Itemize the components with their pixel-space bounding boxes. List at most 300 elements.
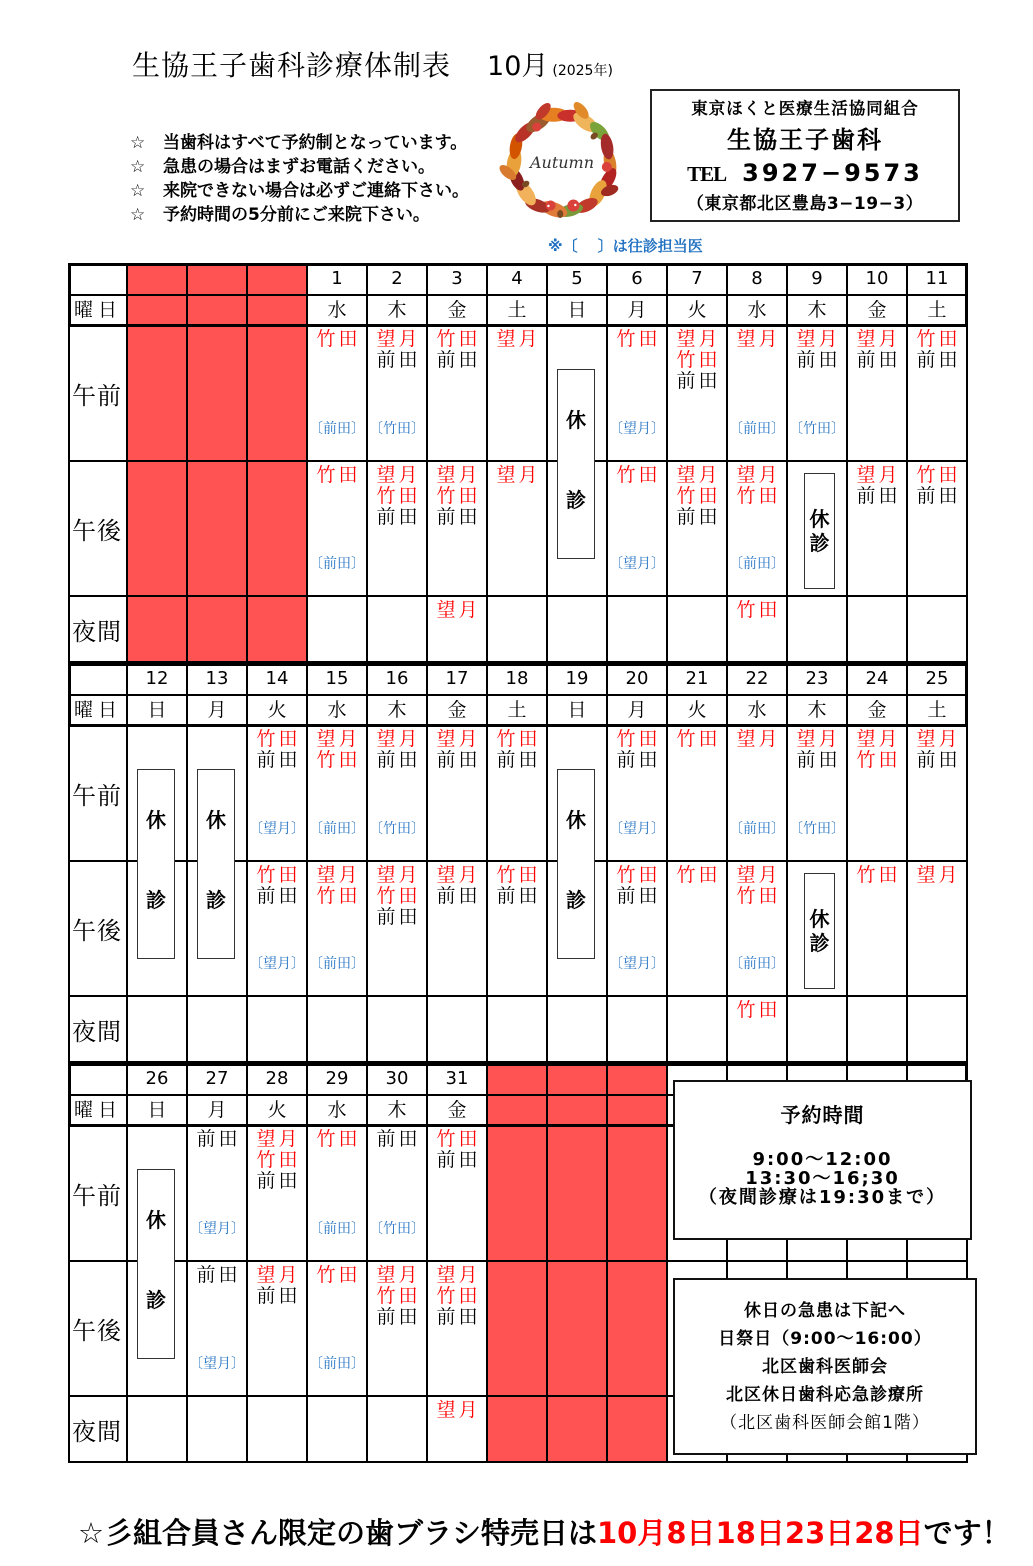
doctor-name: 竹田: [676, 349, 721, 371]
doctor-name: 望月: [316, 864, 361, 886]
night-cell: [428, 597, 488, 663]
blocked-cell: [548, 1063, 608, 1096]
row-label-empty: [70, 1063, 128, 1096]
dow-cell: 金: [428, 696, 488, 726]
clinic-info-box: [650, 89, 960, 222]
doctor-name: 望月: [376, 464, 421, 486]
doctor-name: 前田: [376, 749, 421, 771]
doctor-name: 竹田: [436, 1128, 481, 1150]
date-cell: 24: [848, 663, 908, 696]
house-call-doctor: 〔前田〕: [309, 1356, 365, 1372]
house-call-doctor: 〔前田〕: [729, 556, 785, 572]
blocked-cell: [128, 296, 188, 326]
date-cell: 18: [488, 663, 548, 696]
date-cell: 27: [188, 1063, 248, 1096]
night-cell: [848, 597, 908, 663]
doctor-name: 望月: [736, 328, 781, 350]
doctor-name: 前田: [616, 885, 661, 907]
house-call-doctor: 〔竹田〕: [789, 821, 845, 837]
dow-cell: 土: [908, 296, 968, 326]
doctor-name: 竹田: [256, 728, 301, 750]
doctor-name: 前田: [856, 349, 901, 371]
notice-item: [130, 131, 469, 155]
pm-cell: [488, 862, 548, 997]
am-cell: [608, 726, 668, 862]
dow-cell: 火: [668, 696, 728, 726]
closed-day-box: [557, 769, 595, 959]
house-call-doctor: 〔前田〕: [309, 1221, 365, 1237]
organization-name: 東京ほくと医療生活協同組合: [691, 99, 919, 118]
doctor-name: 望月: [436, 464, 481, 486]
night-cell: [608, 597, 668, 663]
doctor-name: 望月: [676, 328, 721, 350]
am-cell: [368, 726, 428, 862]
pm-cell: [368, 462, 428, 597]
doctor-name: 望月: [676, 464, 721, 486]
holiday-emergency-line: 北区歯科医師会: [762, 1357, 888, 1377]
am-cell: [788, 726, 848, 862]
am-cell: [248, 726, 308, 862]
doctor-name: 前田: [796, 349, 841, 371]
doctor-name: 前田: [256, 1285, 301, 1307]
week-block: [68, 663, 968, 1063]
blocked-cell: [488, 1262, 548, 1397]
doctor-name: 前田: [436, 506, 481, 528]
pm-cell: [728, 862, 788, 997]
night-cell: [668, 997, 728, 1063]
notice-text: 急患の場合はまずお電話ください。: [163, 157, 435, 177]
doctor-name: 竹田: [916, 464, 961, 486]
date-cell: 14: [248, 663, 308, 696]
dow-cell: 月: [608, 296, 668, 326]
doctor-name: 望月: [736, 464, 781, 486]
wreath-label: Autumn: [529, 153, 595, 172]
date-cell: 11: [908, 263, 968, 296]
promo-suffix: です！: [923, 1516, 1011, 1550]
row-label-weekday: 曜日: [70, 1096, 128, 1126]
night-cell: [188, 1397, 248, 1463]
dow-cell: 木: [788, 696, 848, 726]
am-cell: [428, 326, 488, 462]
blocked-cell: [128, 597, 188, 663]
holiday-emergency-line: （北区歯科医師会館1階）: [720, 1413, 930, 1433]
week-block: [68, 263, 968, 663]
closed-label-char: 診: [146, 1288, 166, 1312]
house-call-doctor: 〔望月〕: [609, 956, 665, 972]
blocked-cell: [548, 1096, 608, 1126]
pm-cell: [608, 462, 668, 597]
promo-sale-dates: 10月8日18日23日28日: [597, 1516, 924, 1550]
blocked-cell: [188, 263, 248, 296]
dow-cell: 火: [248, 1096, 308, 1126]
doctor-name: 竹田: [736, 485, 781, 507]
house-call-doctor: 〔竹田〕: [369, 821, 425, 837]
doctor-name: 望月: [436, 728, 481, 750]
doctor-name: 竹田: [916, 328, 961, 350]
doctor-name: 前田: [436, 885, 481, 907]
night-cell: [908, 997, 968, 1063]
date-cell: 1: [308, 263, 368, 296]
am-cell: [308, 1126, 368, 1262]
dow-cell: 金: [428, 296, 488, 326]
am-cell: [188, 1126, 248, 1262]
night-cell: [308, 997, 368, 1063]
closed-label-char: 休: [809, 507, 830, 531]
doctor-name: 竹田: [316, 1264, 361, 1286]
pm-cell: [908, 462, 968, 597]
promo-prefix: ☆彡組合員さん限定の歯ブラシ特売日は: [78, 1516, 597, 1550]
row-label-empty: [70, 663, 128, 696]
row-label-am: 午前: [70, 326, 128, 462]
blocked-cell: [488, 1096, 548, 1126]
am-cell: [488, 726, 548, 862]
pm-cell: [188, 1262, 248, 1397]
pm-cell: [908, 862, 968, 997]
am-cell: [848, 326, 908, 462]
house-call-doctor: 〔竹田〕: [789, 421, 845, 437]
doctor-name: 望月: [436, 864, 481, 886]
clinic-address: （東京都北区豊島3−19−3）: [686, 194, 924, 214]
doctor-name: 前田: [256, 885, 301, 907]
night-cell: [908, 597, 968, 663]
doctor-name: 前田: [916, 349, 961, 371]
blocked-cell: [188, 597, 248, 663]
doctor-name: 前田: [196, 1264, 241, 1286]
night-cell: [488, 597, 548, 663]
autumn-wreath-image: [495, 95, 630, 230]
doctor-name: 望月: [436, 599, 481, 621]
blocked-cell: [548, 1126, 608, 1262]
dow-cell: 日: [548, 696, 608, 726]
night-cell: [728, 597, 788, 663]
doctor-name: 竹田: [316, 464, 361, 486]
doctor-name: 前田: [436, 1306, 481, 1328]
date-cell: 16: [368, 663, 428, 696]
dow-cell: 月: [608, 696, 668, 726]
blocked-cell: [248, 597, 308, 663]
notice-text: 来院できない場合は必ずご連絡下さい。: [163, 181, 469, 201]
night-cell: [788, 997, 848, 1063]
closed-day-box: [804, 473, 835, 589]
holiday-emergency-line: 北区休日歯科応急診療所: [726, 1385, 924, 1405]
pm-cell: [608, 862, 668, 997]
dow-cell: 木: [788, 296, 848, 326]
am-cell: [428, 726, 488, 862]
doctor-name: 前田: [376, 906, 421, 928]
year-label: (2025年): [552, 63, 613, 79]
blocked-cell: [608, 1262, 668, 1397]
row-label-am: 午前: [70, 1126, 128, 1262]
dow-cell: 水: [308, 296, 368, 326]
doctor-name: 望月: [736, 864, 781, 886]
house-call-doctor: 〔望月〕: [249, 821, 305, 837]
night-cell: [368, 597, 428, 663]
date-cell: 6: [608, 263, 668, 296]
phone-number: 3927−9573: [742, 159, 923, 187]
dow-cell: 火: [248, 696, 308, 726]
doctor-name: 竹田: [676, 728, 721, 750]
night-cell: [368, 997, 428, 1063]
blocked-cell: [608, 1397, 668, 1463]
blocked-cell: [188, 296, 248, 326]
date-cell: 2: [368, 263, 428, 296]
am-cell: [788, 326, 848, 462]
doctor-name: 前田: [916, 749, 961, 771]
night-cell: [128, 997, 188, 1063]
closed-label-char: 休: [809, 907, 830, 931]
house-call-doctor: 〔前田〕: [309, 821, 365, 837]
blocked-cell: [548, 1262, 608, 1397]
doctor-name: 望月: [796, 728, 841, 750]
doctor-name: 竹田: [376, 1285, 421, 1307]
house-call-doctor: 〔望月〕: [189, 1356, 245, 1372]
house-call-legend: ※〔 〕は往診担当医: [548, 237, 703, 255]
house-call-doctor: 〔前田〕: [309, 956, 365, 972]
blocked-cell: [248, 326, 308, 462]
am-cell: [728, 326, 788, 462]
row-label-weekday: 曜日: [70, 296, 128, 326]
date-cell: 7: [668, 263, 728, 296]
night-cell: [548, 597, 608, 663]
dow-cell: 金: [428, 1096, 488, 1126]
month-label: 10月: [487, 51, 549, 82]
am-cell: [668, 726, 728, 862]
row-label-pm: 午後: [70, 1262, 128, 1397]
closed-label-char: 診: [206, 888, 226, 912]
pm-cell: [668, 462, 728, 597]
house-call-doctor: 〔望月〕: [609, 556, 665, 572]
doctor-name: 望月: [316, 728, 361, 750]
dow-cell: 木: [368, 1096, 428, 1126]
doctor-name: 望月: [796, 328, 841, 350]
date-cell: 9: [788, 263, 848, 296]
am-cell: [428, 1126, 488, 1262]
blocked-cell: [608, 1126, 668, 1262]
date-cell: 29: [308, 1063, 368, 1096]
night-cell: [488, 997, 548, 1063]
doctor-name: 竹田: [616, 464, 661, 486]
am-cell: [908, 326, 968, 462]
doctor-name: 前田: [436, 1149, 481, 1171]
doctor-name: 竹田: [436, 1285, 481, 1307]
pm-cell: [488, 462, 548, 597]
doctor-name: 竹田: [616, 328, 661, 350]
blocked-cell: [248, 263, 308, 296]
doctor-name: 竹田: [316, 328, 361, 350]
row-label-pm: 午後: [70, 462, 128, 597]
doctor-name: 前田: [376, 1306, 421, 1328]
doctor-name: 竹田: [736, 999, 781, 1021]
night-cell: [608, 997, 668, 1063]
doctor-name: 竹田: [856, 864, 901, 886]
pm-cell: [248, 862, 308, 997]
star-icon: ☆: [130, 157, 146, 177]
am-cell: [608, 326, 668, 462]
row-label-night: 夜間: [70, 997, 128, 1063]
date-cell: 5: [548, 263, 608, 296]
clinic-name: 生協王子歯科: [727, 126, 883, 154]
blocked-cell: [488, 1397, 548, 1463]
doctor-name: 望月: [376, 864, 421, 886]
date-cell: 8: [728, 263, 788, 296]
am-cell: [368, 1126, 428, 1262]
dow-cell: 水: [308, 1096, 368, 1126]
doctor-name: 竹田: [736, 599, 781, 621]
notice-item: [130, 203, 469, 227]
house-call-doctor: 〔望月〕: [249, 956, 305, 972]
am-cell: [728, 726, 788, 862]
doctor-name: 望月: [376, 1264, 421, 1286]
am-cell: [908, 726, 968, 862]
doctor-name: 前田: [496, 885, 541, 907]
date-cell: 30: [368, 1063, 428, 1096]
row-label-weekday: 曜日: [70, 696, 128, 726]
blocked-cell: [128, 326, 188, 462]
dow-cell: 土: [488, 296, 548, 326]
doctor-name: 前田: [436, 749, 481, 771]
date-cell: 22: [728, 663, 788, 696]
dow-cell: 月: [188, 1096, 248, 1126]
appointment-hours-box: [673, 1080, 972, 1240]
night-cell: [248, 997, 308, 1063]
date-cell: 31: [428, 1063, 488, 1096]
blocked-cell: [188, 326, 248, 462]
doctor-name: 望月: [916, 864, 961, 886]
blocked-cell: [608, 1096, 668, 1126]
date-cell: 25: [908, 663, 968, 696]
date-cell: 26: [128, 1063, 188, 1096]
doctor-name: 望月: [256, 1128, 301, 1150]
night-cell: [188, 997, 248, 1063]
closed-label-char: 診: [146, 888, 166, 912]
doctor-name: 竹田: [376, 885, 421, 907]
appointment-hours-line: （夜間診療は19:30まで）: [698, 1187, 947, 1208]
closed-label-char: 診: [809, 531, 830, 555]
date-cell: 3: [428, 263, 488, 296]
doctor-name: 望月: [496, 328, 541, 350]
blocked-cell: [128, 263, 188, 296]
pm-cell: [368, 862, 428, 997]
dow-cell: 日: [128, 696, 188, 726]
appointment-hours-title: 予約時間: [780, 1103, 865, 1127]
holiday-emergency-box: [673, 1278, 977, 1455]
doctor-name: 竹田: [316, 1128, 361, 1150]
closed-label-char: 休: [146, 808, 166, 832]
pm-cell: [428, 1262, 488, 1397]
doctor-name: 前田: [796, 749, 841, 771]
closed-label-char: 休: [566, 408, 586, 432]
pm-cell: [368, 1262, 428, 1397]
appointment-hours-line: 9:00〜12:00: [752, 1149, 893, 1170]
closed-day-box: [137, 1169, 175, 1359]
doctor-name: 望月: [376, 728, 421, 750]
closed-day-box: [197, 769, 235, 959]
blocked-cell: [488, 1126, 548, 1262]
night-cell: [668, 597, 728, 663]
date-cell: 4: [488, 263, 548, 296]
doctor-name: 竹田: [256, 1149, 301, 1171]
doctor-name: 竹田: [496, 864, 541, 886]
night-cell: [548, 997, 608, 1063]
dow-cell: 土: [488, 696, 548, 726]
blocked-cell: [248, 462, 308, 597]
doctor-name: 望月: [856, 328, 901, 350]
doctor-name: 前田: [676, 506, 721, 528]
blocked-cell: [128, 462, 188, 597]
row-label-am: 午前: [70, 726, 128, 862]
row-label-empty: [70, 263, 128, 296]
doctor-name: 竹田: [376, 485, 421, 507]
doctor-name: 望月: [856, 728, 901, 750]
dow-cell: 木: [368, 696, 428, 726]
doctor-name: 前田: [196, 1128, 241, 1150]
am-cell: [368, 326, 428, 462]
doctor-name: 竹田: [736, 885, 781, 907]
appointment-hours-line: 13:30〜16;30: [745, 1168, 900, 1189]
doctor-name: 前田: [256, 1170, 301, 1192]
dow-cell: 日: [128, 1096, 188, 1126]
closed-label-char: 休: [566, 808, 586, 832]
night-cell: [128, 1397, 188, 1463]
doctor-name: 望月: [376, 328, 421, 350]
pm-cell: [308, 862, 368, 997]
date-cell: 10: [848, 263, 908, 296]
date-cell: 12: [128, 663, 188, 696]
doctor-name: 前田: [616, 749, 661, 771]
house-call-doctor: 〔前田〕: [309, 421, 365, 437]
dow-cell: 土: [908, 696, 968, 726]
row-label-night: 夜間: [70, 1397, 128, 1463]
night-cell: [848, 997, 908, 1063]
am-cell: [848, 726, 908, 862]
am-cell: [308, 326, 368, 462]
notice-list: [130, 131, 469, 227]
notice-text: 予約時間の5分前にご来院下さい。: [163, 205, 430, 225]
pm-cell: [668, 862, 728, 997]
doctor-name: 望月: [496, 464, 541, 486]
doctor-name: 竹田: [676, 485, 721, 507]
doctor-name: 前田: [856, 485, 901, 507]
star-icon: ☆: [130, 181, 146, 201]
night-cell: [428, 1397, 488, 1463]
house-call-doctor: 〔竹田〕: [369, 421, 425, 437]
row-label-pm: 午後: [70, 862, 128, 997]
date-cell: 21: [668, 663, 728, 696]
doctor-name: 前田: [376, 1128, 421, 1150]
title-text: 生協王子歯科診療体制表: [132, 49, 452, 82]
doctor-name: 望月: [436, 1264, 481, 1286]
doctor-name: 前田: [916, 485, 961, 507]
date-cell: 13: [188, 663, 248, 696]
am-cell: [248, 1126, 308, 1262]
star-icon: ☆: [130, 205, 146, 225]
blocked-cell: [188, 462, 248, 597]
tel-label: TEL: [687, 162, 727, 186]
house-call-doctor: 〔望月〕: [609, 821, 665, 837]
doctor-name: 望月: [916, 728, 961, 750]
blocked-cell: [548, 1397, 608, 1463]
closed-label-char: 診: [566, 888, 586, 912]
house-call-doctor: 〔竹田〕: [369, 1221, 425, 1237]
star-icon: ☆: [130, 133, 146, 153]
pm-cell: [308, 1262, 368, 1397]
row-label-night: 夜間: [70, 597, 128, 663]
doctor-name: 竹田: [436, 328, 481, 350]
date-cell: 23: [788, 663, 848, 696]
closed-label-char: 診: [566, 488, 586, 512]
pm-cell: [428, 862, 488, 997]
pm-cell: [848, 862, 908, 997]
